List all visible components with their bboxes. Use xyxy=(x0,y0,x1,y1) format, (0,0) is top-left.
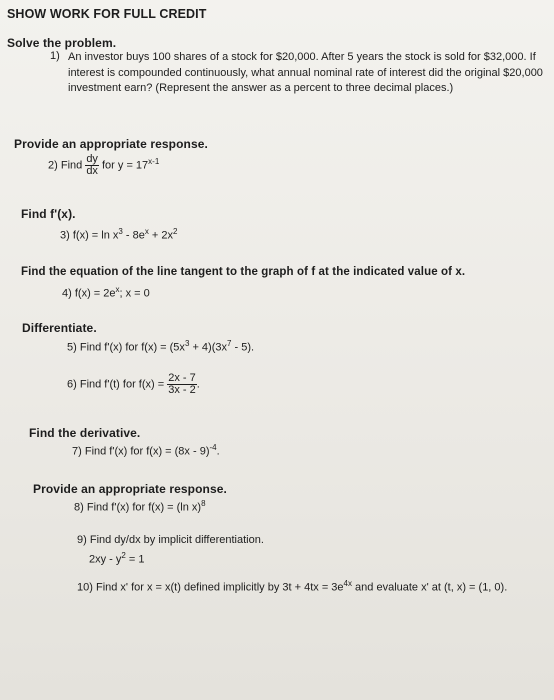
question-3-exponent-2: x xyxy=(144,227,149,236)
question-10-exponent: 4x xyxy=(343,579,352,588)
question-4-point: ; x = 0 xyxy=(119,287,150,300)
question-7-exponent: -4 xyxy=(209,443,217,452)
page-header: SHOW WORK FOR FULL CREDIT xyxy=(7,7,207,21)
question-2-equation: for y = 17 xyxy=(102,159,149,172)
question-3-term-3: + 2x xyxy=(148,229,174,242)
question-6 xyxy=(67,373,200,396)
question-6-period: . xyxy=(196,378,200,391)
question-number-2: 2) xyxy=(48,159,58,172)
question-number-10: 10) xyxy=(77,581,93,594)
question-number-4: 4) xyxy=(62,287,72,300)
question-3-term-2: - 8e xyxy=(122,229,145,242)
question-9 xyxy=(77,534,264,546)
question-6-denominator: 3x - 2 xyxy=(168,384,196,396)
question-2-find: Find xyxy=(60,159,83,172)
dy-dx-fraction xyxy=(85,154,99,177)
question-1-text: An investor buys 100 shares of a stock for $20,000. After 5 years the stock is sold for $32,000. If interest is compounded continuously, what annual nominal rate of interest did the original $20,000 investment earn? (Represent the answer as a percent to three decimal places.) xyxy=(68,51,543,94)
question-9-exponent: 2 xyxy=(121,551,126,560)
section-heading-tangent-line: Find the equation of the line tangent to the graph of f at the indicated value of x. xyxy=(21,266,466,278)
section-heading-find-derivative: Find f'(x). xyxy=(21,207,76,221)
question-number-1: 1) xyxy=(50,50,60,62)
question-6-text: Find f'(t) for f(x) = xyxy=(79,378,168,391)
question-number-8: 8) xyxy=(74,501,84,514)
question-3-exponent-3: 2 xyxy=(173,227,178,236)
question-5 xyxy=(67,339,254,354)
question-5-part-b: + 4)(3x xyxy=(189,341,227,354)
question-7-period: . xyxy=(216,445,220,458)
question-5-part-c: - 5). xyxy=(231,341,255,354)
question-number-3: 3) xyxy=(60,229,70,242)
question-10 xyxy=(77,579,507,594)
question-number-5: 5) xyxy=(67,341,77,354)
question-number-6: 6) xyxy=(67,378,77,391)
question-number-7: 7) xyxy=(72,445,82,458)
section-heading-provide-response: Provide an appropriate response. xyxy=(14,137,208,151)
question-2-exponent: x-1 xyxy=(148,156,160,166)
question-9-text: Find dy/dx by implicit differentiation. xyxy=(89,534,264,546)
section-heading-solve: Solve the problem. xyxy=(7,36,117,50)
question-4-exponent: x xyxy=(115,285,120,294)
question-3-exponent-1: 3 xyxy=(118,227,123,236)
question-6-fraction xyxy=(167,373,197,396)
question-4 xyxy=(62,285,150,300)
question-4-function: f(x) = 2e xyxy=(74,287,116,300)
question-7 xyxy=(72,443,220,458)
question-10-evaluate: and evaluate x' at (t, x) = (1, 0). xyxy=(352,581,508,594)
question-8-exponent: 8 xyxy=(201,499,206,508)
question-2 xyxy=(48,154,159,177)
section-heading-differentiate: Differentiate. xyxy=(22,321,97,335)
section-heading-provide-response-2: Provide an appropriate response. xyxy=(33,482,227,496)
question-10-text: Find x' for x = x(t) defined implicitly by 3t + 4tx = 3e xyxy=(95,581,344,594)
question-7-text: Find f'(x) for f(x) = (8x - 9) xyxy=(84,445,210,458)
question-3-term-1: f(x) = ln x xyxy=(72,229,119,242)
question-8-text: Find f'(x) for f(x) = (ln x) xyxy=(86,501,202,514)
question-number-9: 9) xyxy=(77,534,87,546)
question-9-equation-rhs: = 1 xyxy=(125,553,145,566)
fraction-denominator: dx xyxy=(86,165,98,177)
question-9-equation xyxy=(89,551,145,566)
question-5-part-a: Find f'(x) for f(x) = (5x xyxy=(79,341,185,354)
question-6-numerator: 2x - 7 xyxy=(168,372,196,384)
section-heading-find-the-derivative: Find the derivative. xyxy=(29,426,141,440)
fraction-numerator: dy xyxy=(86,153,98,165)
question-5-exponent-2: 7 xyxy=(227,339,232,348)
question-3 xyxy=(60,227,177,242)
question-8 xyxy=(74,499,206,514)
question-5-exponent-1: 3 xyxy=(184,339,190,348)
question-9-equation-lhs: 2xy - y xyxy=(89,553,122,566)
